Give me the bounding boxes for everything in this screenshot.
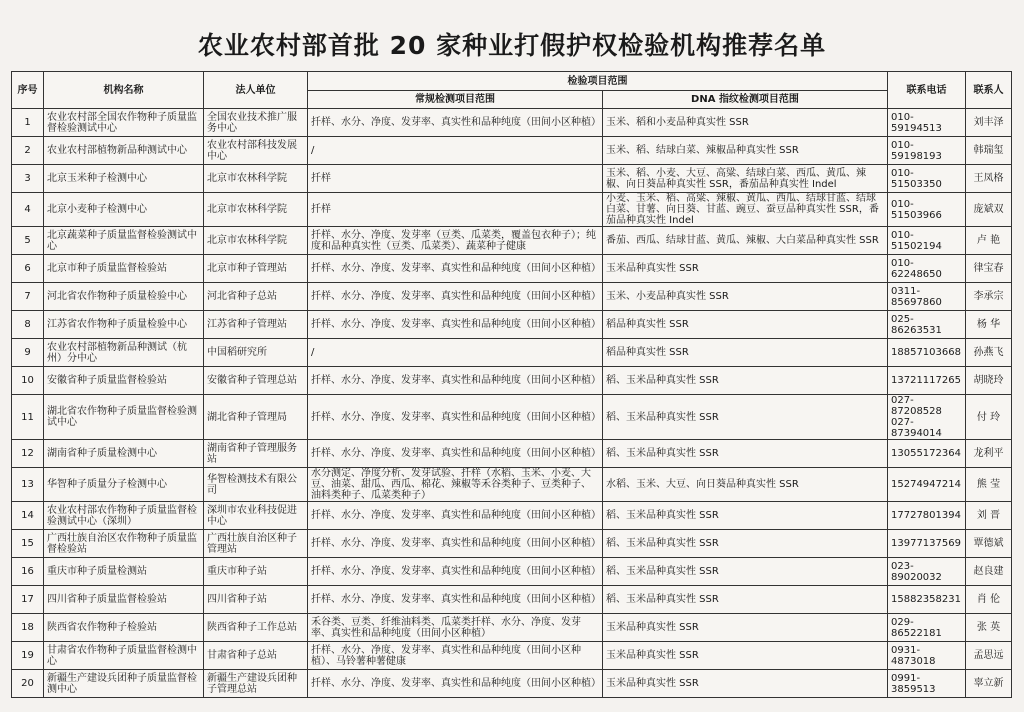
table-row — [12, 227, 1012, 255]
cell-phone: 023-89020032 — [888, 558, 966, 586]
cell-dna: 玉米品种真实性 SSR — [603, 670, 888, 698]
cell-contact: 龙利平 — [966, 440, 1012, 468]
table-row — [12, 165, 1012, 193]
table-row — [12, 468, 1012, 502]
cell-contact: 律宝春 — [966, 255, 1012, 283]
cell-legal: 安徽省种子管理总站 — [204, 367, 308, 395]
cell-contact: 付 玲 — [966, 395, 1012, 440]
cell-legal: 广西壮族自治区种子管理站 — [204, 530, 308, 558]
table-row — [12, 558, 1012, 586]
cell-routine: 扦样、水分、净度、发芽率、真实性和品种纯度（田间小区种植） — [308, 367, 603, 395]
cell-routine: 禾谷类、豆类、纤维油料类、瓜菜类扦样、水分、净度、发芽率、真实性和品种纯度（田间小区种植） — [308, 614, 603, 642]
cell-org: 江苏省农作物种子质量检验中心 — [44, 311, 204, 339]
cell-legal: 重庆市种子站 — [204, 558, 308, 586]
cell-dna: 小麦、玉米、稻、高粱、辣椒、黄瓜、西瓜、结球甘蓝、结球白菜、甘薯、向日葵、甘蓝、豌豆、蚕豆品种真实性 SSR，番茄品种真实性 Indel — [603, 193, 888, 227]
cell-seq: 17 — [12, 586, 44, 614]
header-seq: 序号 — [12, 72, 44, 109]
cell-legal: 北京市农林科学院 — [204, 193, 308, 227]
cell-routine: 扦样、水分、净度、发芽率、真实性和品种纯度（田间小区种植） — [308, 255, 603, 283]
table-row — [12, 109, 1012, 137]
cell-seq: 15 — [12, 530, 44, 558]
cell-routine: 扦样、水分、净度、发芽率、真实性和品种纯度（田间小区种植） — [308, 558, 603, 586]
table-row — [12, 642, 1012, 670]
cell-legal: 华智检测技术有限公司 — [204, 468, 308, 502]
cell-phone: 010-59194513 — [888, 109, 966, 137]
cell-seq: 5 — [12, 227, 44, 255]
cell-seq: 18 — [12, 614, 44, 642]
cell-contact: 刘丰泽 — [966, 109, 1012, 137]
cell-legal: 江苏省种子管理站 — [204, 311, 308, 339]
cell-phone: 010-51503966 — [888, 193, 966, 227]
cell-dna: 稻、玉米品种真实性 SSR — [603, 440, 888, 468]
cell-dna: 玉米品种真实性 SSR — [603, 614, 888, 642]
cell-org: 北京市种子质量监督检验站 — [44, 255, 204, 283]
cell-org: 新疆生产建设兵团种子质量监督检测中心 — [44, 670, 204, 698]
table-row — [12, 137, 1012, 165]
table-row — [12, 614, 1012, 642]
cell-org: 湖南省种子质量检测中心 — [44, 440, 204, 468]
table-row — [12, 586, 1012, 614]
table-row — [12, 283, 1012, 311]
cell-dna: 番茄、西瓜、结球甘蓝、黄瓜、辣椒、大白菜品种真实性 SSR — [603, 227, 888, 255]
cell-seq: 4 — [12, 193, 44, 227]
cell-phone: 15882358231 — [888, 586, 966, 614]
cell-legal: 湖南省种子管理服务站 — [204, 440, 308, 468]
table-row — [12, 670, 1012, 698]
cell-legal: 深圳市农业科技促进中心 — [204, 502, 308, 530]
cell-contact: 孟思远 — [966, 642, 1012, 670]
cell-legal: 四川省种子站 — [204, 586, 308, 614]
cell-routine: 扦样、水分、净度、发芽率、真实性和品种纯度（田间小区种植） — [308, 530, 603, 558]
cell-legal: 新疆生产建设兵团种子管理总站 — [204, 670, 308, 698]
cell-dna: 稻、玉米品种真实性 SSR — [603, 558, 888, 586]
cell-contact: 李承宗 — [966, 283, 1012, 311]
cell-seq: 20 — [12, 670, 44, 698]
table-row — [12, 367, 1012, 395]
cell-routine: 扦样、水分、净度、发芽率、真实性和品种纯度（田间小区种植） — [308, 395, 603, 440]
cell-contact: 胡晓玲 — [966, 367, 1012, 395]
cell-phone: 13721117265 — [888, 367, 966, 395]
cell-org: 北京小麦种子检测中心 — [44, 193, 204, 227]
cell-routine: 扦样、水分、净度、发芽率、真实性和品种纯度（田间小区种植） — [308, 586, 603, 614]
cell-legal: 北京市农林科学院 — [204, 227, 308, 255]
cell-org: 农业农村部植物新品种测试中心 — [44, 137, 204, 165]
cell-phone: 0991-3859513 — [888, 670, 966, 698]
cell-dna: 稻、玉米品种真实性 SSR — [603, 367, 888, 395]
cell-legal: 甘肃省种子总站 — [204, 642, 308, 670]
cell-dna: 稻、玉米品种真实性 SSR — [603, 530, 888, 558]
cell-contact: 赵良建 — [966, 558, 1012, 586]
cell-org: 安徽省种子质量监督检验站 — [44, 367, 204, 395]
cell-routine: 扦样、水分、净度、发芽率、真实性和品种纯度（田间小区种植） — [308, 109, 603, 137]
table-row — [12, 530, 1012, 558]
cell-legal: 农业农村部科技发展中心 — [204, 137, 308, 165]
institution-table — [11, 71, 1012, 698]
cell-phone: 0931-4873018 — [888, 642, 966, 670]
cell-org: 重庆市种子质量检测站 — [44, 558, 204, 586]
cell-routine: 扦样、水分、净度、发芽率、真实性和品种纯度（田间小区种植） — [308, 283, 603, 311]
cell-seq: 2 — [12, 137, 44, 165]
cell-phone: 025-86263531 — [888, 311, 966, 339]
table-row — [12, 502, 1012, 530]
cell-routine: 扦样 — [308, 165, 603, 193]
cell-routine: 扦样 — [308, 193, 603, 227]
table-row — [12, 395, 1012, 440]
cell-seq: 3 — [12, 165, 44, 193]
cell-routine: / — [308, 137, 603, 165]
cell-contact: 韩瑞玺 — [966, 137, 1012, 165]
cell-dna: 玉米品种真实性 SSR — [603, 642, 888, 670]
header-routine: 常规检测项目范围 — [308, 91, 603, 109]
cell-legal: 中国稻研究所 — [204, 339, 308, 367]
header-org: 机构名称 — [44, 72, 204, 109]
cell-seq: 9 — [12, 339, 44, 367]
header-dna: DNA 指纹检测项目范围 — [603, 91, 888, 109]
cell-org: 华智种子质量分子检测中心 — [44, 468, 204, 502]
cell-org: 四川省种子质量监督检验站 — [44, 586, 204, 614]
cell-dna: 玉米、小麦品种真实性 SSR — [603, 283, 888, 311]
cell-contact: 覃德斌 — [966, 530, 1012, 558]
cell-seq: 1 — [12, 109, 44, 137]
cell-contact: 庞斌双 — [966, 193, 1012, 227]
cell-dna: 稻、玉米品种真实性 SSR — [603, 502, 888, 530]
cell-phone: 13977137569 — [888, 530, 966, 558]
cell-seq: 16 — [12, 558, 44, 586]
cell-legal: 全国农业技术推广服务中心 — [204, 109, 308, 137]
cell-contact: 王凤格 — [966, 165, 1012, 193]
cell-dna: 玉米品种真实性 SSR — [603, 255, 888, 283]
cell-seq: 7 — [12, 283, 44, 311]
cell-contact: 辜立新 — [966, 670, 1012, 698]
cell-legal: 湖北省种子管理局 — [204, 395, 308, 440]
cell-contact: 肖 伦 — [966, 586, 1012, 614]
cell-org: 广西壮族自治区农作物种子质量监督检验站 — [44, 530, 204, 558]
cell-dna: 玉米、稻、小麦、大豆、高粱、结球白菜、西瓜、黄瓜、辣椒、向日葵品种真实性 SSR，番茄品种真实性 Indel — [603, 165, 888, 193]
cell-phone: 0311-85697860 — [888, 283, 966, 311]
document-title: 农业农村部首批 20 家种业打假护权检验机构推荐名单 — [197, 31, 827, 60]
header-row-top — [12, 72, 1012, 91]
cell-legal: 河北省种子总站 — [204, 283, 308, 311]
cell-org: 北京玉米种子检测中心 — [44, 165, 204, 193]
cell-seq: 10 — [12, 367, 44, 395]
cell-seq: 11 — [12, 395, 44, 440]
cell-phone: 17727801394 — [888, 502, 966, 530]
table-row — [12, 440, 1012, 468]
cell-contact: 卢 艳 — [966, 227, 1012, 255]
cell-dna: 玉米、稻和小麦品种真实性 SSR — [603, 109, 888, 137]
table-row — [12, 339, 1012, 367]
header-legal: 法人单位 — [204, 72, 308, 109]
header-phone: 联系电话 — [888, 72, 966, 109]
cell-org: 陕西省农作物种子检验站 — [44, 614, 204, 642]
cell-dna: 稻、玉米品种真实性 SSR — [603, 395, 888, 440]
table-row — [12, 255, 1012, 283]
table-row — [12, 193, 1012, 227]
cell-org: 湖北省农作物种子质量监督检验测试中心 — [44, 395, 204, 440]
cell-dna: 稻品种真实性 SSR — [603, 311, 888, 339]
cell-routine: 扦样、水分、净度、发芽率、真实性和品种纯度（田间小区种植） — [308, 440, 603, 468]
cell-phone: 13055172364 — [888, 440, 966, 468]
cell-legal: 北京市农林科学院 — [204, 165, 308, 193]
cell-dna: 稻品种真实性 SSR — [603, 339, 888, 367]
header-scope: 检验项目范围 — [308, 72, 888, 91]
cell-routine: 扦样、水分、净度、发芽率（豆类、瓜菜类，覆盖包衣种子）；纯度和品种真实性（豆类、瓜菜类）、蔬菜种子健康 — [308, 227, 603, 255]
cell-routine: 扦样、水分、净度、发芽率、真实性和品种纯度（田间小区种植） — [308, 670, 603, 698]
cell-seq: 8 — [12, 311, 44, 339]
cell-dna: 稻、玉米品种真实性 SSR — [603, 586, 888, 614]
cell-phone: 15274947214 — [888, 468, 966, 502]
cell-routine: 扦样、水分、净度、发芽率、真实性和品种纯度（田间小区种植） — [308, 311, 603, 339]
cell-seq: 13 — [12, 468, 44, 502]
cell-routine: / — [308, 339, 603, 367]
cell-org: 北京蔬菜种子质量监督检验测试中心 — [44, 227, 204, 255]
cell-routine: 扦样、水分、净度、发芽率、真实性和品种纯度（田间小区种植） — [308, 502, 603, 530]
cell-org: 农业农村部全国农作物种子质量监督检验测试中心 — [44, 109, 204, 137]
cell-phone: 010-51502194 — [888, 227, 966, 255]
table-row — [12, 311, 1012, 339]
cell-routine: 水分测定、净度分析、发芽试验、扦样（水稻、玉米、小麦、大豆、油菜、甜瓜、西瓜、棉花、辣椒等禾谷类种子、豆类种子、油料类种子、瓜菜类种子） — [308, 468, 603, 502]
cell-legal: 北京市种子管理站 — [204, 255, 308, 283]
cell-org: 河北省农作物种子质量检验中心 — [44, 283, 204, 311]
header-contact: 联系人 — [966, 72, 1012, 109]
cell-contact: 刘 晋 — [966, 502, 1012, 530]
cell-phone: 027-87208528 027-87394014 — [888, 395, 966, 440]
cell-phone: 029-86522181 — [888, 614, 966, 642]
cell-org: 农业农村部农作物种子质量监督检验测试中心（深圳） — [44, 502, 204, 530]
cell-dna: 水稻、玉米、大豆、向日葵品种真实性 SSR — [603, 468, 888, 502]
cell-phone: 010-59198193 — [888, 137, 966, 165]
cell-phone: 010-51503350 — [888, 165, 966, 193]
cell-legal: 陕西省种子工作总站 — [204, 614, 308, 642]
cell-contact: 杨 华 — [966, 311, 1012, 339]
cell-contact: 张 英 — [966, 614, 1012, 642]
cell-routine: 扦样、水分、净度、发芽率、真实性和品种纯度（田间小区种植）、马铃薯种薯健康 — [308, 642, 603, 670]
cell-org: 农业农村部植物新品种测试（杭州）分中心 — [44, 339, 204, 367]
cell-seq: 19 — [12, 642, 44, 670]
cell-org: 甘肃省农作物种子质量监督检测中心 — [44, 642, 204, 670]
cell-phone: 18857103668 — [888, 339, 966, 367]
cell-contact: 熊 莹 — [966, 468, 1012, 502]
cell-seq: 12 — [12, 440, 44, 468]
cell-phone: 010-62248650 — [888, 255, 966, 283]
cell-seq: 6 — [12, 255, 44, 283]
cell-contact: 孙燕飞 — [966, 339, 1012, 367]
cell-dna: 玉米、稻、结球白菜、辣椒品种真实性 SSR — [603, 137, 888, 165]
cell-seq: 14 — [12, 502, 44, 530]
